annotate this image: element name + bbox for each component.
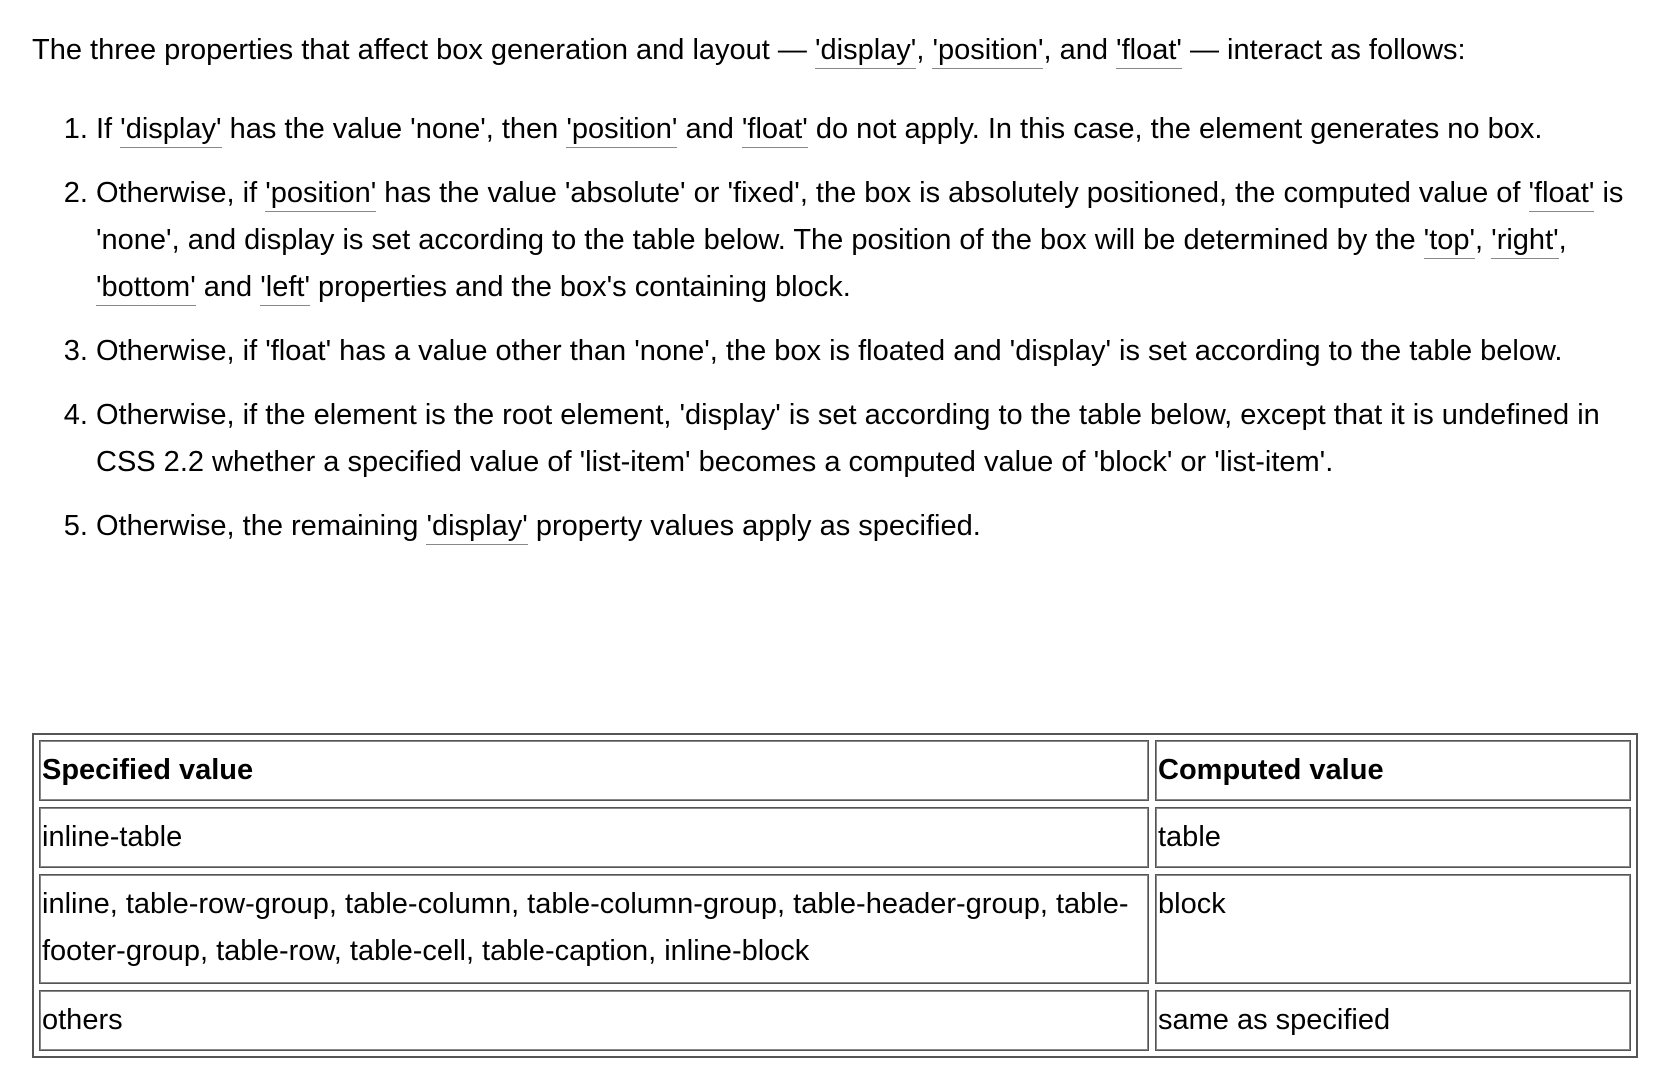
position-property-link[interactable]: 'position' xyxy=(265,177,376,212)
table-header-row xyxy=(39,740,1631,801)
rule-text: and xyxy=(195,271,261,303)
rule-text: Otherwise, if xyxy=(96,177,266,209)
rule-text: is 'none', and display is set according to the table below. The position of the box will be determined by the xyxy=(96,177,1624,256)
rule-item-3 xyxy=(96,328,1637,375)
display-computation-table xyxy=(32,733,1638,1058)
display-property-link[interactable]: 'display' xyxy=(815,34,916,69)
right-property-link[interactable]: 'right' xyxy=(1491,224,1559,259)
specified-value-cell: inline-table xyxy=(39,807,1149,868)
table-row xyxy=(39,807,1631,868)
rule-text: , xyxy=(1558,224,1567,256)
position-property-link[interactable]: 'position' xyxy=(932,34,1043,69)
specified-value-cell: others xyxy=(39,990,1149,1051)
intro-sep: , and xyxy=(1043,34,1117,66)
bottom-property-link[interactable]: 'bottom' xyxy=(96,271,196,306)
float-property-link[interactable]: 'float' xyxy=(1116,34,1182,69)
rule-text: and xyxy=(677,113,742,145)
float-property-link[interactable]: 'float' xyxy=(1529,177,1595,212)
top-property-link[interactable]: 'top' xyxy=(1424,224,1475,259)
left-property-link[interactable]: 'left' xyxy=(260,271,310,306)
specified-value-header: Specified value xyxy=(39,740,1149,801)
position-property-link[interactable]: 'position' xyxy=(566,113,677,148)
rule-text: has the value 'absolute' or 'fixed', the box is absolutely positioned, the computed value of xyxy=(376,177,1529,209)
rule-text: property values apply as specified. xyxy=(527,510,981,542)
rule-text: If xyxy=(96,113,121,145)
computed-value-cell: block xyxy=(1155,874,1631,984)
display-property-link[interactable]: 'display' xyxy=(120,113,221,148)
rule-text: properties and the box's containing block. xyxy=(310,271,851,303)
computed-value-cell: same as specified xyxy=(1155,990,1631,1051)
table-row xyxy=(39,874,1631,984)
display-property-link[interactable]: 'display' xyxy=(426,510,527,545)
rule-text: , xyxy=(1475,224,1492,256)
rule-text: do not apply. In this case, the element generates no box. xyxy=(807,113,1543,145)
table-row xyxy=(39,990,1631,1051)
computed-value-cell: table xyxy=(1155,807,1631,868)
rule-text: Otherwise, the remaining xyxy=(96,510,427,542)
rule-text: Otherwise, if 'float' has a value other than 'none', the box is floated and 'display' is set according to the table below. xyxy=(96,335,1563,367)
computed-value-header: Computed value xyxy=(1155,740,1631,801)
intro-tail: — interact as follows: xyxy=(1181,34,1466,66)
rule-item-1 xyxy=(96,106,1637,153)
intro-lead: The three properties that affect box generation and layout — xyxy=(32,34,815,66)
rule-text: has the value 'none', then xyxy=(221,113,567,145)
rule-item-5 xyxy=(96,503,1637,550)
rule-item-4 xyxy=(96,392,1637,486)
intro-paragraph xyxy=(32,30,1642,70)
intro-sep: , xyxy=(916,34,933,66)
rule-item-2 xyxy=(96,170,1637,311)
specified-value-cell: inline, table-row-group, table-column, table-column-group, table-header-group, table-footer-group, table-row, table-cell, table-caption, inline-block xyxy=(39,874,1149,984)
rule-text: Otherwise, if the element is the root element, 'display' is set according to the table below, except that it is undefined in CSS 2.2 whether a specified value of 'list-item' becomes a computed value of 'block' or 'list-item'. xyxy=(96,399,1600,478)
rules-list xyxy=(32,106,1637,567)
float-property-link[interactable]: 'float' xyxy=(742,113,808,148)
